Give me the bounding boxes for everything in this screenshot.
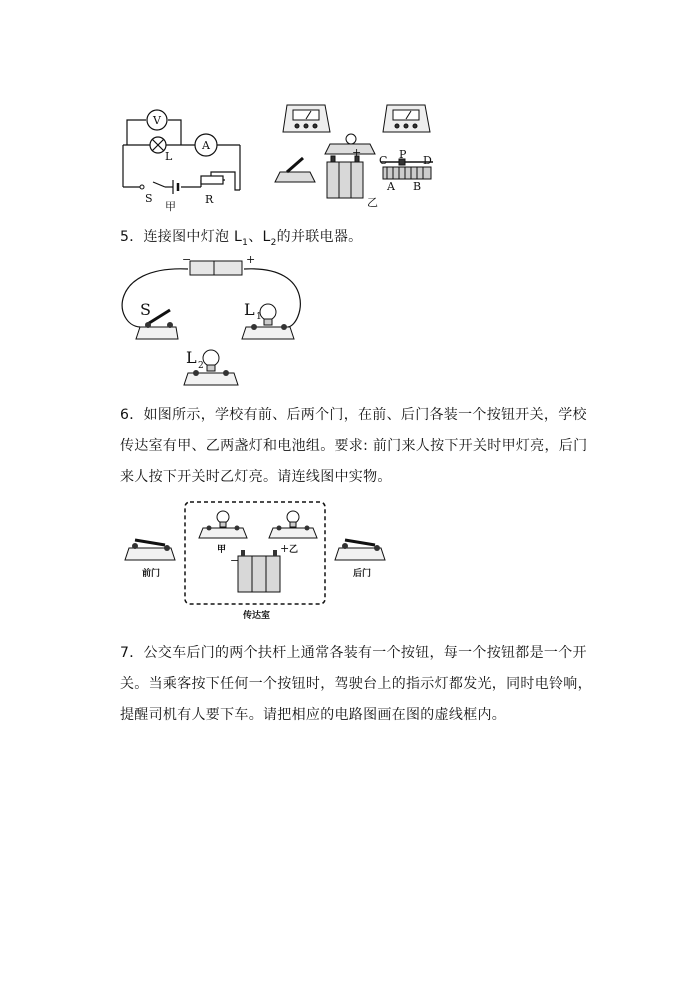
figure-caption-yi: 乙 (367, 196, 378, 209)
svg-text:+: + (280, 542, 290, 555)
switch-symbol (140, 185, 153, 205)
svg-text:R: R (205, 193, 214, 206)
lamp-l1 (242, 300, 294, 339)
svg-text:前门: 前门 (142, 569, 161, 579)
battery-symbol (165, 180, 178, 213)
svg-text:L: L (186, 348, 197, 367)
question-7-line-2: 关。当乘客按下任何一个按钮时，驾驶台上的指示灯都发光，同时电铃响， (120, 676, 592, 692)
svg-text:+: + (352, 146, 362, 159)
room-label: 传达室 (243, 611, 271, 621)
q5-figure (118, 255, 318, 390)
voltmeter-symbol (147, 110, 167, 130)
svg-text:+: + (246, 253, 256, 266)
rheostat-symbol (201, 176, 223, 206)
svg-text:甲: 甲 (165, 200, 176, 213)
terminal-a: A (387, 180, 395, 193)
battery-tube (182, 253, 255, 275)
question-6-line-1: 6．如图所示，学校有前、后两个门，在前、后门各装一个按钮开关，学校 (120, 407, 587, 423)
lamp-jia (199, 511, 247, 555)
svg-text:V: V (153, 114, 161, 127)
lamp-l2 (184, 348, 238, 385)
question-7-line-3: 提醒司机有人要下车。请把相应的电路图画在图的虚线框内。 (120, 707, 507, 723)
terminal-p: P (399, 148, 407, 161)
svg-text:L: L (244, 300, 255, 319)
lamp-yi (269, 511, 317, 555)
svg-text:后门: 后门 (353, 569, 372, 579)
circuit-diagram-jia (115, 100, 250, 215)
lamp-symbol (150, 137, 173, 163)
question-5: 5．连接图中灯泡 $L_1$、$L_2$的并联电器。 (120, 229, 363, 248)
ammeter-symbol (195, 134, 217, 156)
svg-text:1: 1 (256, 312, 262, 322)
svg-text:−: − (230, 554, 240, 567)
svg-text:L: L (165, 150, 173, 163)
terminal-b: B (413, 180, 422, 193)
question-7-line-1: 7．公交车后门的两个扶杆上通常各装有一个按钮，每一个按钮都是一个开 (120, 645, 587, 661)
question-6-line-3: 来人按下开关时乙灯亮。请连线图中实物。 (120, 469, 392, 485)
apparatus-figure-yi (275, 102, 440, 207)
terminal-c: C (379, 154, 388, 167)
terminal-d: D (423, 154, 432, 167)
svg-text:乙: 乙 (289, 545, 299, 555)
svg-text:2: 2 (198, 361, 204, 371)
question-6-line-2: 传达室有甲、乙两盏灯和电池组。要求: 前门来人按下开关时甲灯亮，后门 (120, 438, 588, 454)
q6-figure (125, 500, 395, 621)
svg-text:S: S (140, 300, 151, 319)
front-door-switch (125, 540, 175, 579)
svg-text:A: A (202, 139, 210, 152)
battery-pack (230, 542, 289, 592)
back-door-switch (335, 540, 385, 579)
svg-text:S: S (145, 192, 153, 205)
svg-text:−: − (182, 253, 192, 266)
switch-s (136, 300, 178, 339)
svg-text:甲: 甲 (217, 545, 227, 555)
